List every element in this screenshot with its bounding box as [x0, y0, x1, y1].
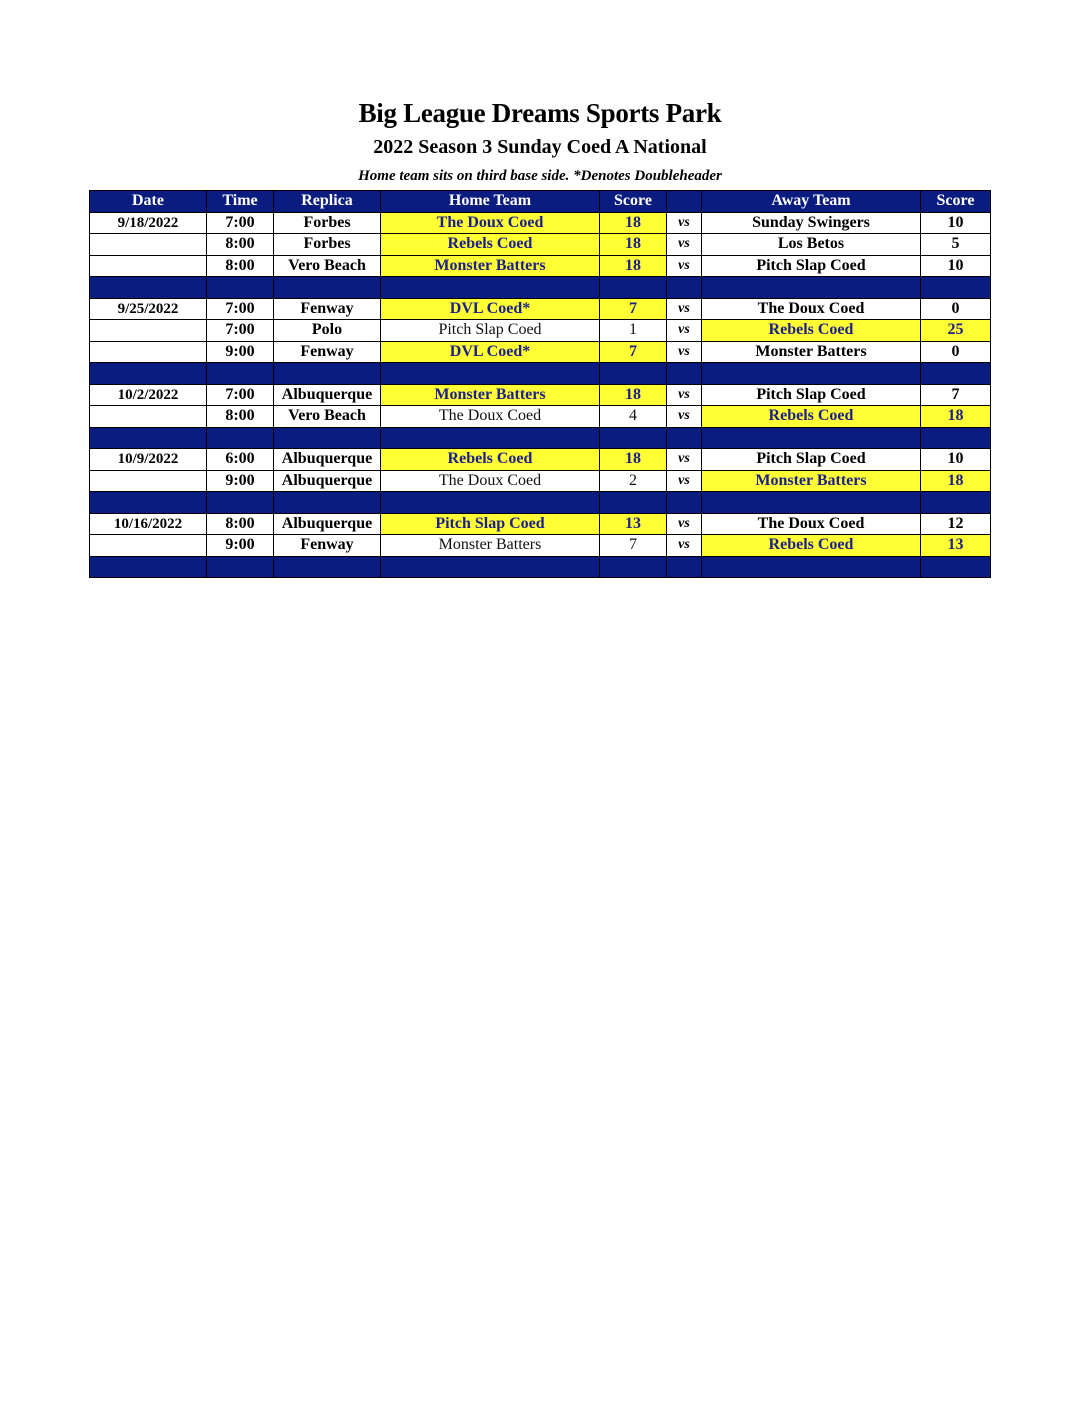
home-score: 13: [600, 513, 667, 535]
game-field: Albuquerque: [274, 470, 381, 492]
separator-cell: [207, 277, 274, 299]
home-score: 18: [600, 449, 667, 471]
game-field: Albuquerque: [274, 513, 381, 535]
week-separator: [90, 492, 991, 514]
vs-label: vs: [667, 449, 702, 471]
game-time: 8:00: [207, 255, 274, 277]
separator-cell: [207, 363, 274, 385]
game-time: 9:00: [207, 470, 274, 492]
home-team: Pitch Slap Coed: [381, 513, 600, 535]
game-date: [90, 535, 207, 557]
game-date: 10/16/2022: [90, 513, 207, 535]
separator-cell: [921, 556, 991, 578]
away-score: 0: [921, 298, 991, 320]
home-team: DVL Coed*: [381, 298, 600, 320]
away-team: Pitch Slap Coed: [702, 449, 921, 471]
game-field: Forbes: [274, 212, 381, 234]
home-score: 2: [600, 470, 667, 492]
home-team: Rebels Coed: [381, 234, 600, 256]
home-team: Monster Batters: [381, 384, 600, 406]
away-team: Pitch Slap Coed: [702, 255, 921, 277]
game-date: 10/2/2022: [90, 384, 207, 406]
away-team: Monster Batters: [702, 341, 921, 363]
game-row: [90, 255, 991, 277]
vs-label: vs: [667, 320, 702, 342]
separator-cell: [207, 556, 274, 578]
game-row: [90, 535, 991, 557]
separator-cell: [667, 556, 702, 578]
vs-label: vs: [667, 341, 702, 363]
game-row: [90, 513, 991, 535]
game-field: Forbes: [274, 234, 381, 256]
game-field: Fenway: [274, 298, 381, 320]
home-score: 1: [600, 320, 667, 342]
home-score: 18: [600, 255, 667, 277]
game-row: [90, 320, 991, 342]
home-score: 7: [600, 298, 667, 320]
separator-cell: [90, 492, 207, 514]
separator-cell: [274, 363, 381, 385]
col-away-team: Away Team: [702, 191, 921, 213]
home-score: 18: [600, 384, 667, 406]
game-time: 8:00: [207, 406, 274, 428]
separator-cell: [600, 427, 667, 449]
vs-label: vs: [667, 535, 702, 557]
away-score: 10: [921, 212, 991, 234]
away-team: Rebels Coed: [702, 535, 921, 557]
home-score: 4: [600, 406, 667, 428]
away-team: Pitch Slap Coed: [702, 384, 921, 406]
game-date: [90, 406, 207, 428]
week-separator: [90, 277, 991, 299]
separator-cell: [667, 492, 702, 514]
separator-cell: [921, 363, 991, 385]
separator-cell: [381, 427, 600, 449]
separator-cell: [667, 363, 702, 385]
away-score: 18: [921, 406, 991, 428]
page-subtitle: 2022 Season 3 Sunday Coed A National: [373, 136, 707, 158]
separator-cell: [381, 556, 600, 578]
away-team: Rebels Coed: [702, 320, 921, 342]
separator-cell: [667, 427, 702, 449]
away-team: Sunday Swingers: [702, 212, 921, 234]
header-row: [90, 191, 991, 213]
game-field: Fenway: [274, 341, 381, 363]
game-row: [90, 449, 991, 471]
separator-cell: [381, 492, 600, 514]
game-time: 7:00: [207, 384, 274, 406]
separator-cell: [702, 492, 921, 514]
game-date: [90, 470, 207, 492]
separator-cell: [90, 427, 207, 449]
separator-cell: [600, 556, 667, 578]
week-separator: [90, 363, 991, 385]
col-replica: Replica: [274, 191, 381, 213]
game-row: [90, 341, 991, 363]
col-time: Time: [207, 191, 274, 213]
schedule-body: [90, 212, 991, 578]
separator-cell: [667, 277, 702, 299]
separator-cell: [274, 427, 381, 449]
vs-label: vs: [667, 406, 702, 428]
game-date: 9/18/2022: [90, 212, 207, 234]
game-time: 6:00: [207, 449, 274, 471]
separator-cell: [702, 556, 921, 578]
home-score: 18: [600, 212, 667, 234]
home-team: The Doux Coed: [381, 406, 600, 428]
game-row: [90, 212, 991, 234]
game-field: Polo: [274, 320, 381, 342]
game-date: [90, 341, 207, 363]
vs-label: vs: [667, 298, 702, 320]
game-date: 9/25/2022: [90, 298, 207, 320]
game-time: 7:00: [207, 298, 274, 320]
game-time: 9:00: [207, 535, 274, 557]
away-score: 18: [921, 470, 991, 492]
home-team: Pitch Slap Coed: [381, 320, 600, 342]
col-home-team: Home Team: [381, 191, 600, 213]
game-time: 9:00: [207, 341, 274, 363]
game-time: 8:00: [207, 513, 274, 535]
away-score: 10: [921, 255, 991, 277]
vs-label: vs: [667, 470, 702, 492]
game-field: Vero Beach: [274, 406, 381, 428]
home-team: Monster Batters: [381, 255, 600, 277]
col-date: Date: [90, 191, 207, 213]
game-date: [90, 234, 207, 256]
separator-cell: [600, 277, 667, 299]
away-score: 10: [921, 449, 991, 471]
separator-cell: [702, 363, 921, 385]
away-score: 12: [921, 513, 991, 535]
separator-cell: [207, 427, 274, 449]
vs-label: vs: [667, 212, 702, 234]
separator-cell: [381, 363, 600, 385]
home-score: 18: [600, 234, 667, 256]
separator-cell: [381, 277, 600, 299]
vs-label: vs: [667, 234, 702, 256]
away-team: The Doux Coed: [702, 513, 921, 535]
away-team: Los Betos: [702, 234, 921, 256]
home-team: Monster Batters: [381, 535, 600, 557]
separator-cell: [274, 556, 381, 578]
schedule-table: [89, 190, 991, 578]
separator-cell: [921, 277, 991, 299]
week-separator: [90, 556, 991, 578]
week-separator: [90, 427, 991, 449]
separator-cell: [274, 277, 381, 299]
game-date: [90, 255, 207, 277]
vs-label: vs: [667, 513, 702, 535]
game-time: 7:00: [207, 212, 274, 234]
game-row: [90, 406, 991, 428]
game-field: Albuquerque: [274, 449, 381, 471]
separator-cell: [921, 427, 991, 449]
game-row: [90, 298, 991, 320]
away-score: 7: [921, 384, 991, 406]
game-field: Albuquerque: [274, 384, 381, 406]
col-away-score: Score: [921, 191, 991, 213]
vs-label: vs: [667, 255, 702, 277]
home-team: The Doux Coed: [381, 212, 600, 234]
separator-cell: [702, 427, 921, 449]
game-date: [90, 320, 207, 342]
schedule-note: Home team sits on third base side. *Denotes Doubleheader: [358, 168, 722, 184]
page-title: Big League Dreams Sports Park: [358, 98, 722, 128]
away-team: The Doux Coed: [702, 298, 921, 320]
game-row: [90, 384, 991, 406]
away-score: 25: [921, 320, 991, 342]
game-time: 8:00: [207, 234, 274, 256]
away-score: 5: [921, 234, 991, 256]
game-time: 7:00: [207, 320, 274, 342]
game-field: Vero Beach: [274, 255, 381, 277]
separator-cell: [921, 492, 991, 514]
home-team: Rebels Coed: [381, 449, 600, 471]
game-field: Fenway: [274, 535, 381, 557]
away-team: Monster Batters: [702, 470, 921, 492]
separator-cell: [90, 556, 207, 578]
away-score: 0: [921, 341, 991, 363]
separator-cell: [90, 277, 207, 299]
separator-cell: [600, 492, 667, 514]
away-team: Rebels Coed: [702, 406, 921, 428]
home-team: DVL Coed*: [381, 341, 600, 363]
game-date: 10/9/2022: [90, 449, 207, 471]
separator-cell: [207, 492, 274, 514]
game-row: [90, 470, 991, 492]
col-vs: [667, 191, 702, 213]
home-team: The Doux Coed: [381, 470, 600, 492]
away-score: 13: [921, 535, 991, 557]
separator-cell: [702, 277, 921, 299]
separator-cell: [600, 363, 667, 385]
home-score: 7: [600, 535, 667, 557]
separator-cell: [274, 492, 381, 514]
home-score: 7: [600, 341, 667, 363]
game-row: [90, 234, 991, 256]
vs-label: vs: [667, 384, 702, 406]
separator-cell: [90, 363, 207, 385]
col-home-score: Score: [600, 191, 667, 213]
